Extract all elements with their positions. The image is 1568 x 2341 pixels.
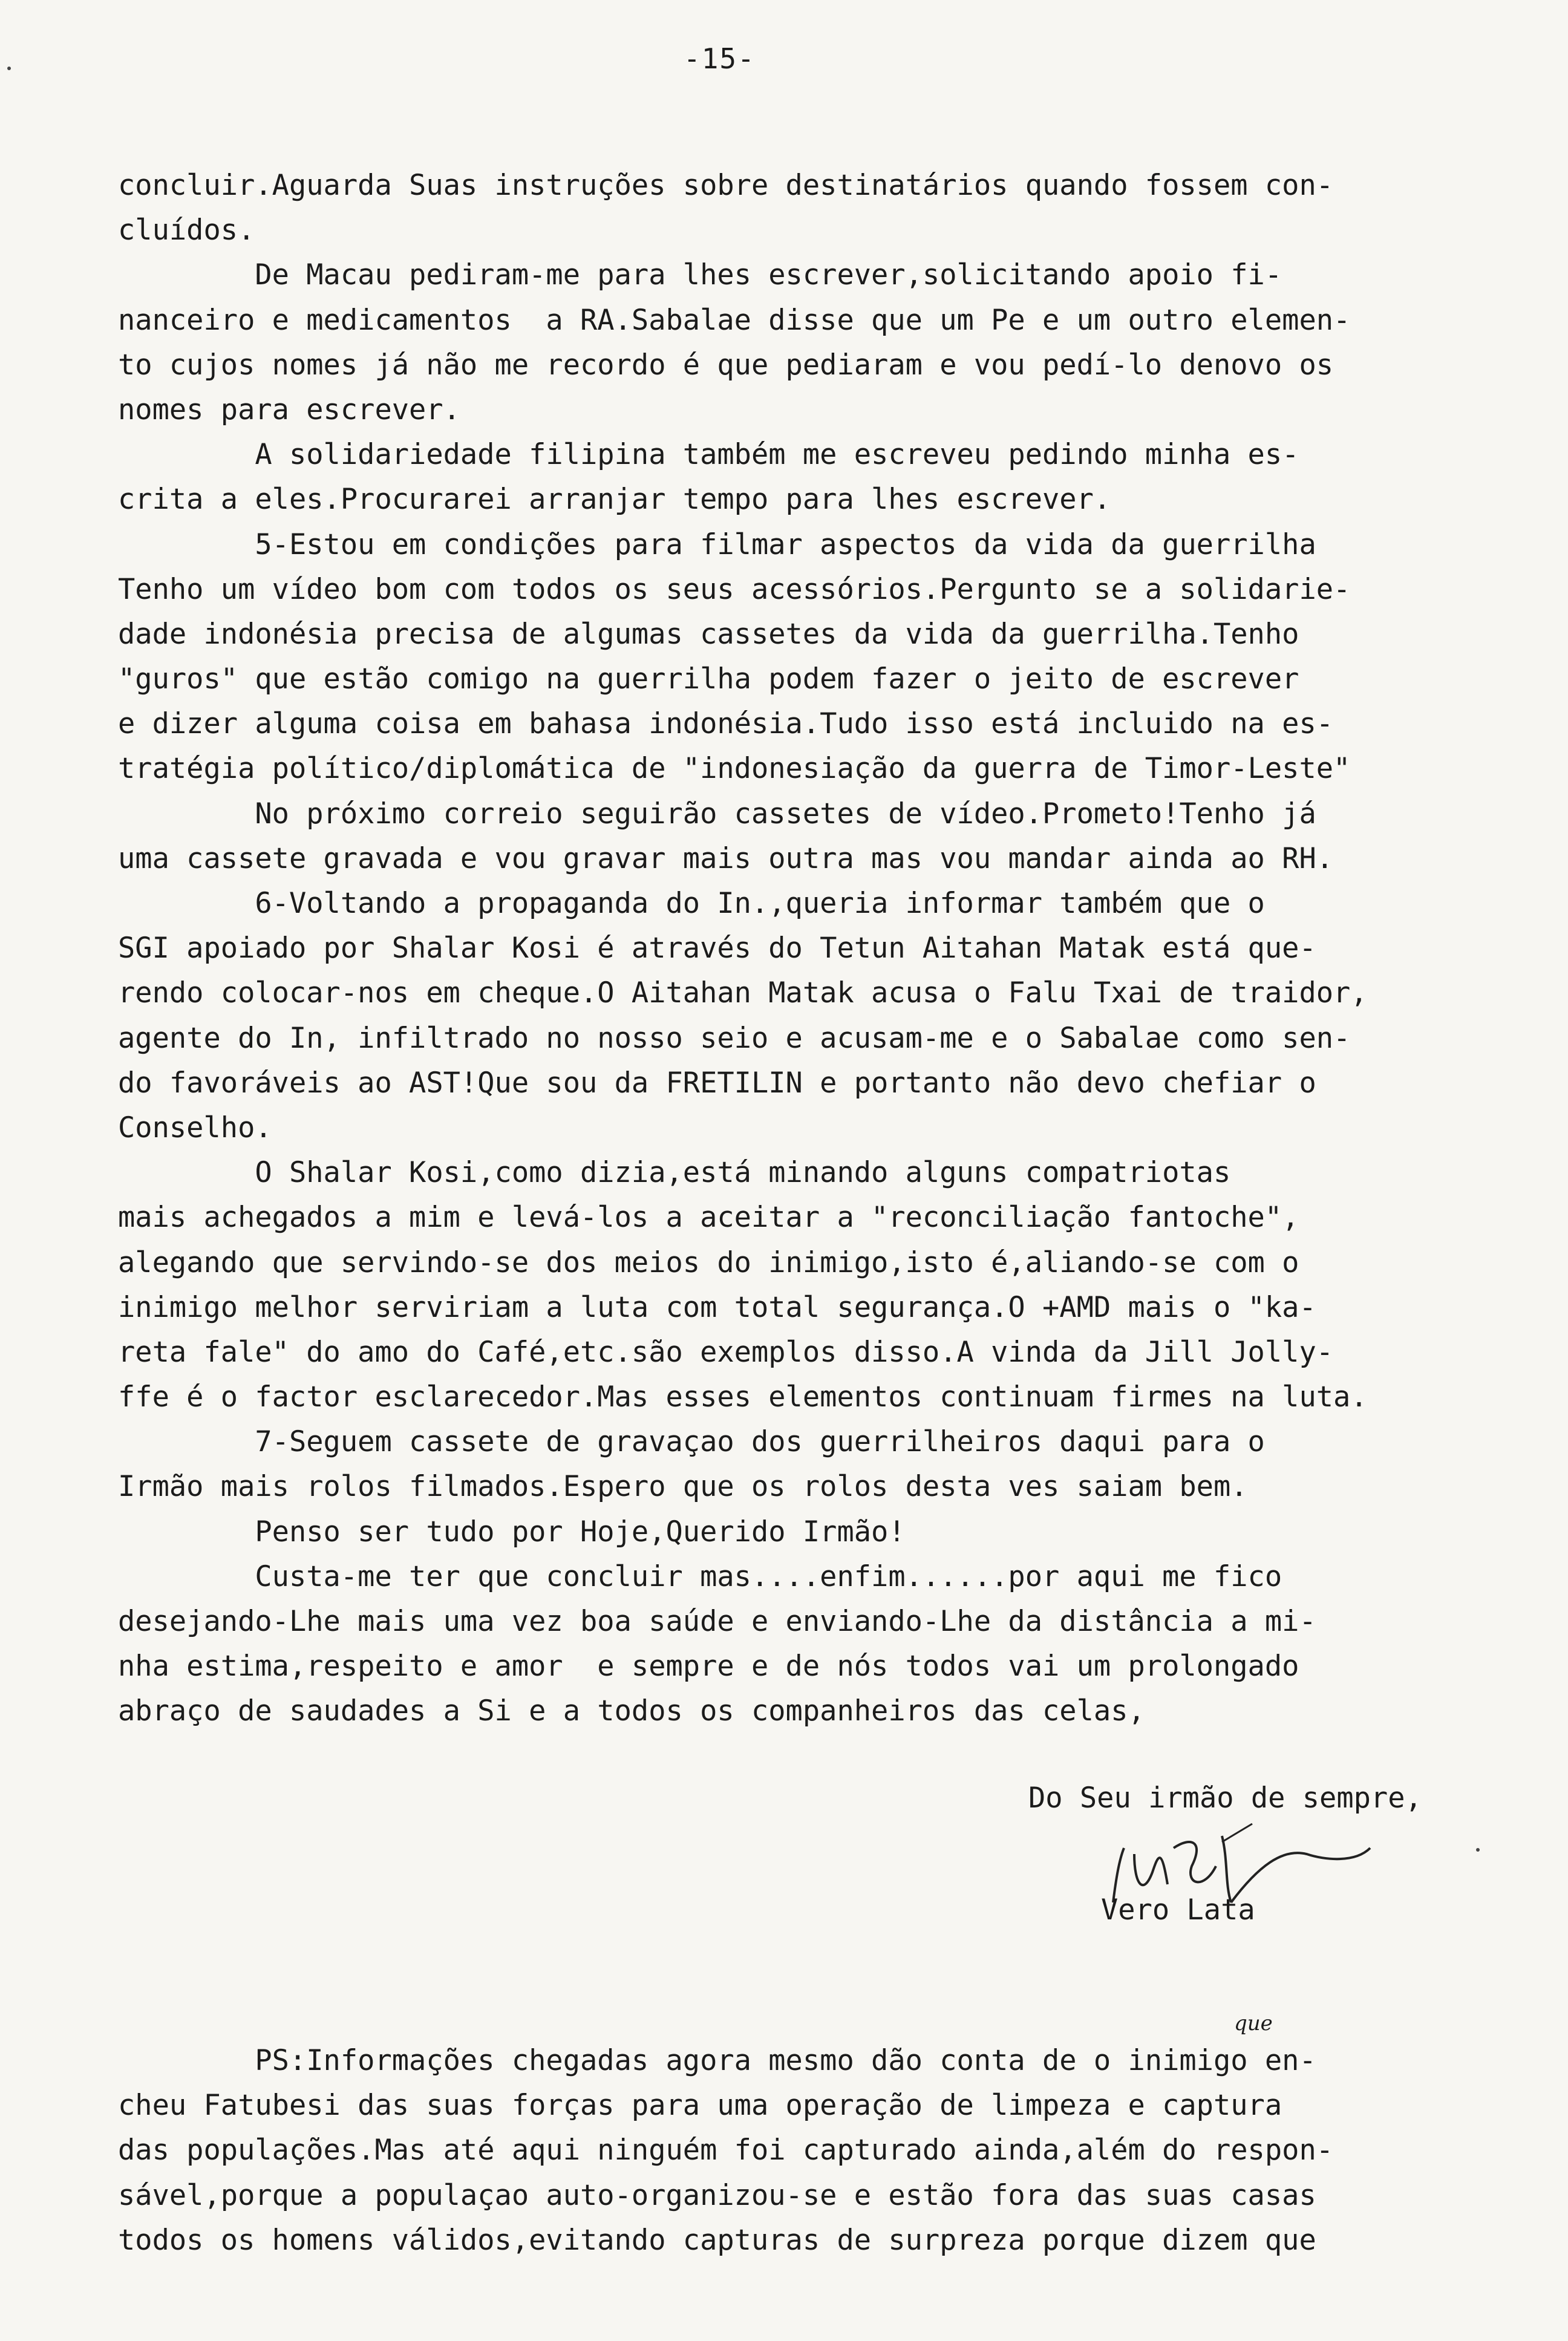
closing-line: Do Seu irmão de sempre, [1028,1781,1422,1815]
body-line: mais achegados a mim e levá-los a aceitar a "reconciliação fantoche", [118,1201,1299,1235]
body-line: crita a eles.Procurarei arranjar tempo para lhes escrever. [118,483,1111,517]
page-number: -15- [684,42,756,75]
body-line: tratégia político/diplomática de "indonesiação da guerra de Timor-Leste" [118,752,1351,786]
body-line: "guros" que estão comigo na guerrilha podem fazer o jeito de escrever [118,662,1299,696]
ps-line: PS:Informações chegadas agora mesmo dão conta de o inimigo en- [118,2044,1316,2077]
body-line: rendo colocar-nos em cheque.O Aitahan Matak acusa o Falu Txai de traidor, [118,976,1368,1010]
body-line: Penso ser tudo por Hoje,Querido Irmão! [118,1515,906,1549]
body-line: nha estima,respeito e amor e sempre e de nós todos vai um prolongado [118,1650,1299,1683]
body-line: Tenho um vídeo bom com todos os seus acessórios.Pergunto se a solidarie- [118,572,1351,606]
body-line: nomes para escrever. [118,393,460,426]
body-line: O Shalar Kosi,como dizia,está minando alguns compatriotas [118,1156,1231,1190]
body-line: agente do In, infiltrado no nosso seio e acusam-me e o Sabalae como sen- [118,1021,1351,1055]
body-line: ffe é o factor esclarecedor.Mas esses elementos continuam firmes na luta. [118,1380,1368,1414]
body-line: inimigo melhor serviriam a luta com total segurança.O +AMD mais o "ka- [118,1290,1316,1324]
body-line: 6-Voltando a propaganda do In.,queria informar também que o [118,887,1265,920]
body-line: 7-Seguem cassete de gravaçao dos guerrilheiros daqui para o [118,1425,1265,1459]
body-line: SGI apoiado por Shalar Kosi é através do Tetun Aitahan Matak está que- [118,932,1316,965]
body-line: Conselho. [118,1111,272,1144]
body-line: abraço de saudades a Si e a todos os companheiros das celas, [118,1694,1145,1728]
body-line: Irmão mais rolos filmados.Espero que os rolos desta ves saiam bem. [118,1470,1248,1504]
margin-speck [7,67,11,70]
body-line: concluir.Aguarda Suas instruções sobre destinatários quando fossem con- [118,169,1334,202]
ps-line: cheu Fatubesi das suas forças para uma operação de limpeza e captura [118,2089,1282,2123]
body-line: uma cassete gravada e vou gravar mais outra mas vou mandar ainda ao RH. [118,841,1334,875]
signer-name: Vero Lata [1101,1893,1255,1927]
margin-speck [1476,1848,1480,1852]
ps-line: sável,porque a populaçao auto-organizou-se e estão fora das suas casas [118,2178,1316,2212]
body-line: reta fale" do amo do Café,etc.são exemplos disso.A vinda da Jill Jolly- [118,1335,1334,1369]
body-line: Custa-me ter que concluir mas....enfim......por aqui me fico [118,1559,1282,1593]
body-line: do favoráveis ao AST!Que sou da FRETILIN e portanto não devo chefiar o [118,1066,1316,1100]
letter-body [118,163,1473,1734]
body-line: alegando que servindo-se dos meios do inimigo,isto é,aliando-se com o [118,1246,1299,1279]
ps-line: das populações.Mas até aqui ninguém foi capturado ainda,além do respon- [118,2134,1334,2167]
body-line: A solidariedade filipina também me escreveu pedindo minha es- [118,438,1299,472]
body-line: e dizer alguma coisa em bahasa indonésia.Tudo isso está incluido na es- [118,707,1334,741]
ps-line: todos os homens válidos,evitando capturas de surpreza porque dizem que [118,2223,1316,2257]
body-line: cluídos. [118,214,255,247]
body-line: 5-Estou em condições para filmar aspectos da vida da guerrilha [118,527,1316,561]
body-line: De Macau pediram-me para lhes escrever,solicitando apoio fi- [118,258,1282,292]
body-line: to cujos nomes já não me recordo é que pediaram e vou pedí-lo denovo os [118,348,1334,382]
handwritten-insert: que [1234,2011,1273,2036]
body-line: No próximo correio seguirão cassetes de vídeo.Prometo!Tenho já [118,797,1316,831]
body-line: desejando-Lhe mais uma vez boa saúde e enviando-Lhe da distância a mi- [118,1605,1316,1638]
body-line: nanceiro e medicamentos a RA.Sabalae disse que um Pe e um outro elemen- [118,303,1351,337]
body-line: dade indonésia precisa de algumas cassetes da vida da guerrilha.Tenho [118,617,1299,651]
postscript [118,2039,1473,2263]
